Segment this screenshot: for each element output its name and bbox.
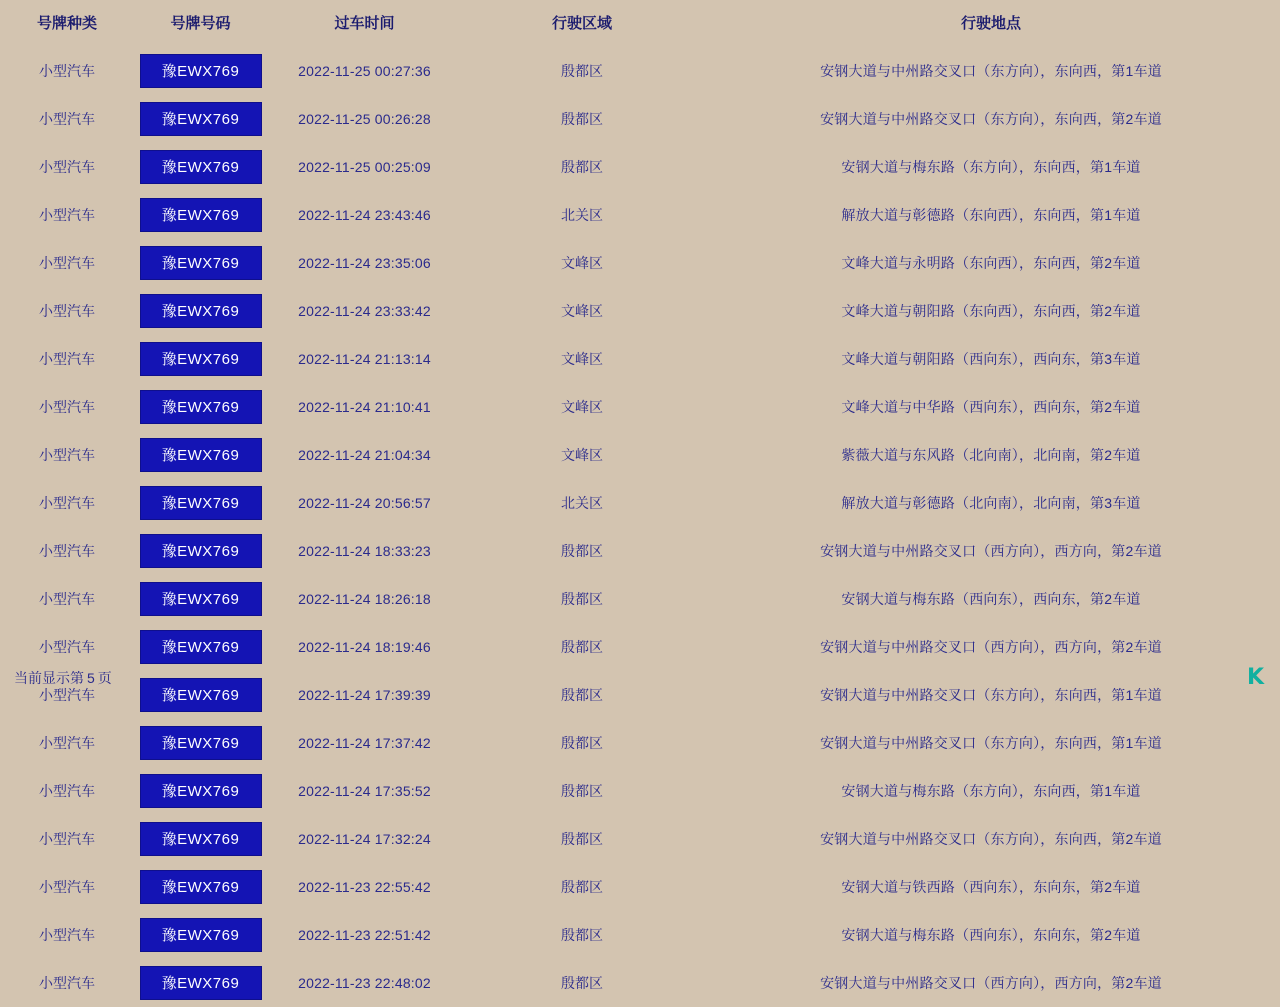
cell-plate-type: 小型汽车: [39, 975, 95, 991]
cell-plate-type: 小型汽车: [39, 495, 95, 511]
table-row[interactable]: [0, 143, 1280, 191]
cell-plate-number: [134, 863, 267, 911]
plate-badge: 豫EWX769: [140, 438, 262, 472]
cell-area: 北关区: [561, 207, 603, 223]
column-header-area: 行驶区域: [551, 15, 612, 32]
cell-plate-type: 小型汽车: [39, 639, 95, 655]
cell-plate-number: [134, 671, 267, 719]
table-row[interactable]: [0, 479, 1280, 527]
table-row[interactable]: [0, 911, 1280, 959]
cell-pass-time: 2022-11-24 21:04:34: [298, 447, 431, 463]
cell-location: 安钢大道与中州路交叉口（西方向），西方向，第2车道: [820, 543, 1162, 559]
cell-area: 殷都区: [561, 63, 603, 79]
column-header-location: 行驶地点: [960, 15, 1021, 32]
cell-plate-number: [134, 815, 267, 863]
cell-pass-time: 2022-11-24 20:56:57: [298, 495, 431, 511]
table-row[interactable]: [0, 191, 1280, 239]
plate-badge: 豫EWX769: [140, 198, 262, 232]
cell-pass-time: 2022-11-24 17:35:52: [298, 783, 431, 799]
cell-plate-number: [134, 383, 267, 431]
cell-area: 文峰区: [561, 447, 603, 463]
plate-badge: 豫EWX769: [140, 54, 262, 88]
cell-pass-time: 2022-11-24 17:37:42: [298, 735, 431, 751]
table-row[interactable]: [0, 575, 1280, 623]
cell-area: 殷都区: [561, 639, 603, 655]
plate-badge: 豫EWX769: [140, 582, 262, 616]
cell-plate-type: 小型汽车: [39, 399, 95, 415]
cell-pass-time: 2022-11-24 21:10:41: [298, 399, 431, 415]
plate-badge: 豫EWX769: [140, 966, 262, 1000]
cell-plate-number: [134, 959, 267, 1007]
plate-badge: 豫EWX769: [140, 150, 262, 184]
table-row[interactable]: [0, 431, 1280, 479]
plate-badge: 豫EWX769: [140, 342, 262, 376]
table-row[interactable]: [0, 47, 1280, 95]
table-row[interactable]: [0, 623, 1280, 671]
cell-plate-type: 小型汽车: [39, 879, 95, 895]
table-body: [0, 47, 1280, 1007]
cell-plate-number: [134, 911, 267, 959]
cell-area: 殷都区: [561, 975, 603, 991]
table-header: [0, 0, 1280, 47]
cell-plate-number: [134, 335, 267, 383]
cell-plate-type: 小型汽车: [39, 591, 95, 607]
cell-area: 文峰区: [561, 255, 603, 271]
cell-plate-number: [134, 143, 267, 191]
cell-plate-type: 小型汽车: [39, 831, 95, 847]
pagination-current-page: 5: [87, 670, 95, 686]
cell-location: 安钢大道与梅东路（东方向），东向西，第1车道: [841, 783, 1141, 799]
cell-location: 安钢大道与中州路交叉口（东方向），东向西，第1车道: [820, 63, 1162, 79]
plate-badge: 豫EWX769: [140, 822, 262, 856]
column-header-plate-type: 号牌种类: [36, 15, 97, 32]
cell-location: 安钢大道与梅东路（西向东），西向东，第2车道: [841, 591, 1141, 607]
cell-plate-number: [134, 95, 267, 143]
cell-plate-type: 小型汽车: [39, 111, 95, 127]
cell-plate-number: [134, 239, 267, 287]
cell-plate-number: [134, 431, 267, 479]
cell-plate-type: 小型汽车: [39, 735, 95, 751]
cell-location: 安钢大道与梅东路（西向东），东向东，第2车道: [841, 927, 1141, 943]
cell-area: 殷都区: [561, 879, 603, 895]
plate-badge: 豫EWX769: [140, 102, 262, 136]
pagination-suffix: 页: [97, 670, 112, 686]
cell-location: 安钢大道与中州路交叉口（东方向），东向西，第2车道: [820, 111, 1162, 127]
cell-location: 安钢大道与中州路交叉口（东方向），东向西，第1车道: [820, 687, 1162, 703]
cell-location: 安钢大道与中州路交叉口（西方向），西方向，第2车道: [820, 639, 1162, 655]
cell-plate-number: [134, 575, 267, 623]
cell-location: 安钢大道与中州路交叉口（东方向），东向西，第2车道: [820, 831, 1162, 847]
plate-badge: 豫EWX769: [140, 774, 262, 808]
cell-plate-type: 小型汽车: [39, 303, 95, 319]
column-header-plate-number: 号牌号码: [170, 15, 231, 32]
cell-location: 文峰大道与永明路（东向西），东向西，第2车道: [841, 255, 1141, 271]
cell-plate-type: 小型汽车: [39, 207, 95, 223]
cell-pass-time: 2022-11-25 00:25:09: [298, 159, 431, 175]
cell-area: 殷都区: [561, 687, 603, 703]
cell-plate-number: [134, 191, 267, 239]
cell-location: 紫薇大道与东风路（北向南），北向南，第2车道: [841, 447, 1141, 463]
cell-pass-time: 2022-11-23 22:51:42: [298, 927, 431, 943]
cell-pass-time: 2022-11-24 21:13:14: [298, 351, 431, 367]
cell-location: 安钢大道与中州路交叉口（东方向），东向西，第1车道: [820, 735, 1162, 751]
cell-area: 殷都区: [561, 927, 603, 943]
cell-area: 殷都区: [561, 543, 603, 559]
cell-area: 文峰区: [561, 303, 603, 319]
plate-badge: 豫EWX769: [140, 294, 262, 328]
cell-pass-time: 2022-11-24 17:32:24: [298, 831, 431, 847]
cell-pass-time: 2022-11-25 00:27:36: [298, 63, 431, 79]
cell-plate-type: 小型汽车: [39, 255, 95, 271]
cell-pass-time: 2022-11-24 18:19:46: [298, 639, 431, 655]
cell-area: 殷都区: [561, 831, 603, 847]
cell-area: 北关区: [561, 495, 603, 511]
cell-plate-type: 小型汽车: [39, 783, 95, 799]
cell-plate-type: 小型汽车: [39, 447, 95, 463]
plate-badge: 豫EWX769: [140, 630, 262, 664]
cell-plate-number: [134, 623, 267, 671]
cell-location: 文峰大道与朝阳路（西向东），西向东，第3车道: [841, 351, 1141, 367]
table-row[interactable]: [0, 815, 1280, 863]
plate-badge: 豫EWX769: [140, 246, 262, 280]
cell-pass-time: 2022-11-24 18:33:23: [298, 543, 431, 559]
cell-plate-number: [134, 767, 267, 815]
cell-location: 安钢大道与铁西路（西向东），东向东，第2车道: [841, 879, 1141, 895]
cell-pass-time: 2022-11-23 22:48:02: [298, 975, 431, 991]
cell-pass-time: 2022-11-24 18:26:18: [298, 591, 431, 607]
cell-location: 解放大道与彰德路（北向南），北向南，第3车道: [841, 495, 1141, 511]
plate-badge: 豫EWX769: [140, 870, 262, 904]
cell-location: 文峰大道与朝阳路（东向西），东向西，第2车道: [841, 303, 1141, 319]
table-row[interactable]: [0, 239, 1280, 287]
watermark-logo-icon: K: [1246, 665, 1264, 690]
table-row[interactable]: [0, 95, 1280, 143]
cell-area: 殷都区: [561, 591, 603, 607]
cell-plate-number: [134, 47, 267, 95]
table-header-row: [0, 0, 1280, 47]
table-row[interactable]: [0, 383, 1280, 431]
cell-location: 解放大道与彰德路（东向西），东向西，第1车道: [841, 207, 1141, 223]
cell-plate-number: [134, 719, 267, 767]
cell-pass-time: 2022-11-23 22:55:42: [298, 879, 431, 895]
table-row[interactable]: [0, 719, 1280, 767]
table-row[interactable]: [0, 959, 1280, 1007]
plate-badge: 豫EWX769: [140, 678, 262, 712]
cell-plate-type: 小型汽车: [39, 927, 95, 943]
cell-area: 殷都区: [561, 111, 603, 127]
pagination-prefix: 当前显示第: [14, 670, 84, 686]
cell-plate-type: 小型汽车: [39, 687, 95, 703]
plate-badge: 豫EWX769: [140, 390, 262, 424]
column-header-pass-time: 过车时间: [334, 15, 395, 32]
table-row[interactable]: [0, 287, 1280, 335]
cell-plate-number: [134, 527, 267, 575]
cell-area: 殷都区: [561, 159, 603, 175]
table-row[interactable]: [0, 527, 1280, 575]
cell-area: 文峰区: [561, 351, 603, 367]
plate-badge: 豫EWX769: [140, 726, 262, 760]
table-row[interactable]: [0, 863, 1280, 911]
cell-pass-time: 2022-11-24 23:33:42: [298, 303, 431, 319]
cell-plate-number: [134, 287, 267, 335]
cell-plate-type: 小型汽车: [39, 63, 95, 79]
pagination-status: [14, 668, 112, 688]
table-row[interactable]: [0, 671, 1280, 719]
cell-location: 安钢大道与梅东路（东方向），东向西，第1车道: [841, 159, 1141, 175]
table-row[interactable]: [0, 767, 1280, 815]
cell-pass-time: 2022-11-24 17:39:39: [298, 687, 431, 703]
cell-location: 文峰大道与中华路（西向东），西向东，第2车道: [841, 399, 1141, 415]
plate-badge: 豫EWX769: [140, 918, 262, 952]
cell-pass-time: 2022-11-24 23:35:06: [298, 255, 431, 271]
cell-location: 安钢大道与中州路交叉口（西方向），西方向，第2车道: [820, 975, 1162, 991]
cell-plate-type: 小型汽车: [39, 159, 95, 175]
cell-area: 殷都区: [561, 735, 603, 751]
plate-badge: 豫EWX769: [140, 486, 262, 520]
cell-pass-time: 2022-11-25 00:26:28: [298, 111, 431, 127]
cell-pass-time: 2022-11-24 23:43:46: [298, 207, 431, 223]
cell-area: 文峰区: [561, 399, 603, 415]
table-row[interactable]: [0, 335, 1280, 383]
cell-area: 殷都区: [561, 783, 603, 799]
cell-plate-type: 小型汽车: [39, 543, 95, 559]
plate-badge: 豫EWX769: [140, 534, 262, 568]
cell-plate-number: [134, 479, 267, 527]
cell-plate-type: 小型汽车: [39, 351, 95, 367]
